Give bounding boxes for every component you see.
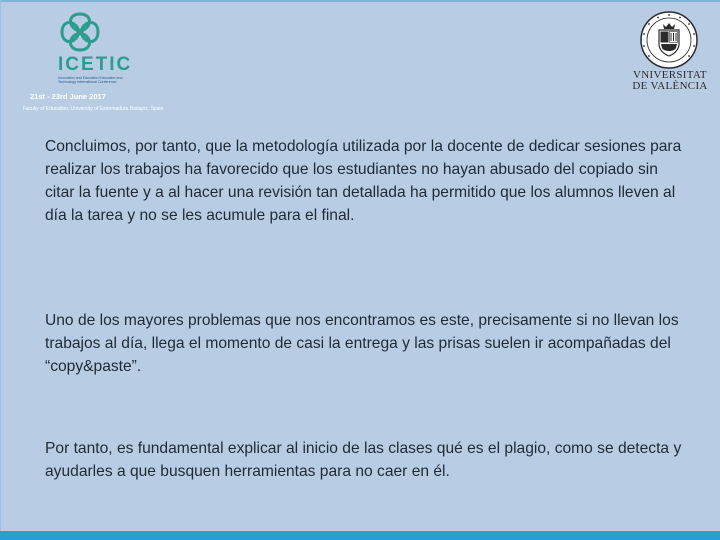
paragraph-problem: Uno de los mayores problemas que nos encontramos es este, precisamente si no llevan los trabajos al día, llega el momento de casi la entrega y las prisas suelen ir acompañadas del “copy&paste”. — [45, 312, 679, 375]
bottom-accent-bar — [0, 531, 720, 540]
icetic-logo — [14, 8, 164, 118]
university-logo — [630, 10, 710, 95]
university-seal-icon — [639, 10, 699, 70]
university-name — [630, 70, 710, 92]
conference-subtitle: Innovation and Education Education and Technology International Conference — [58, 76, 123, 84]
left-border — [0, 0, 1, 540]
celtic-knot-icon — [58, 10, 102, 54]
paragraph-recommendation: Por tanto, es fundamental explicar al inicio de las clases qué es el plagio, como se detecta y ayudarles a que busquen herramientas para no caer en él. — [45, 440, 682, 480]
university-name-line2: DE VALÈNCIA — [632, 80, 708, 92]
conference-venue: Faculty of Education, University of Extremadura Badajoz, Spain — [22, 106, 164, 112]
conference-name: ICETIC — [58, 54, 133, 75]
university-name-line1: VNIVERSITAT — [633, 69, 707, 81]
top-border — [0, 0, 720, 2]
paragraph-conclusion: Concluimos, por tanto, que la metodología utilizada por la docente de dedicar sesiones para realizar los trabajos ha favorecido que los estudiantes no hayan abusado del copiado sin citar la fuente y a al hacer una revisión tan detallada ha permitido que los alumnos lleven al día la tarea y no se les acumule para el final. — [45, 138, 682, 224]
conference-dates: 21st - 23rd June 2017 — [30, 92, 106, 101]
